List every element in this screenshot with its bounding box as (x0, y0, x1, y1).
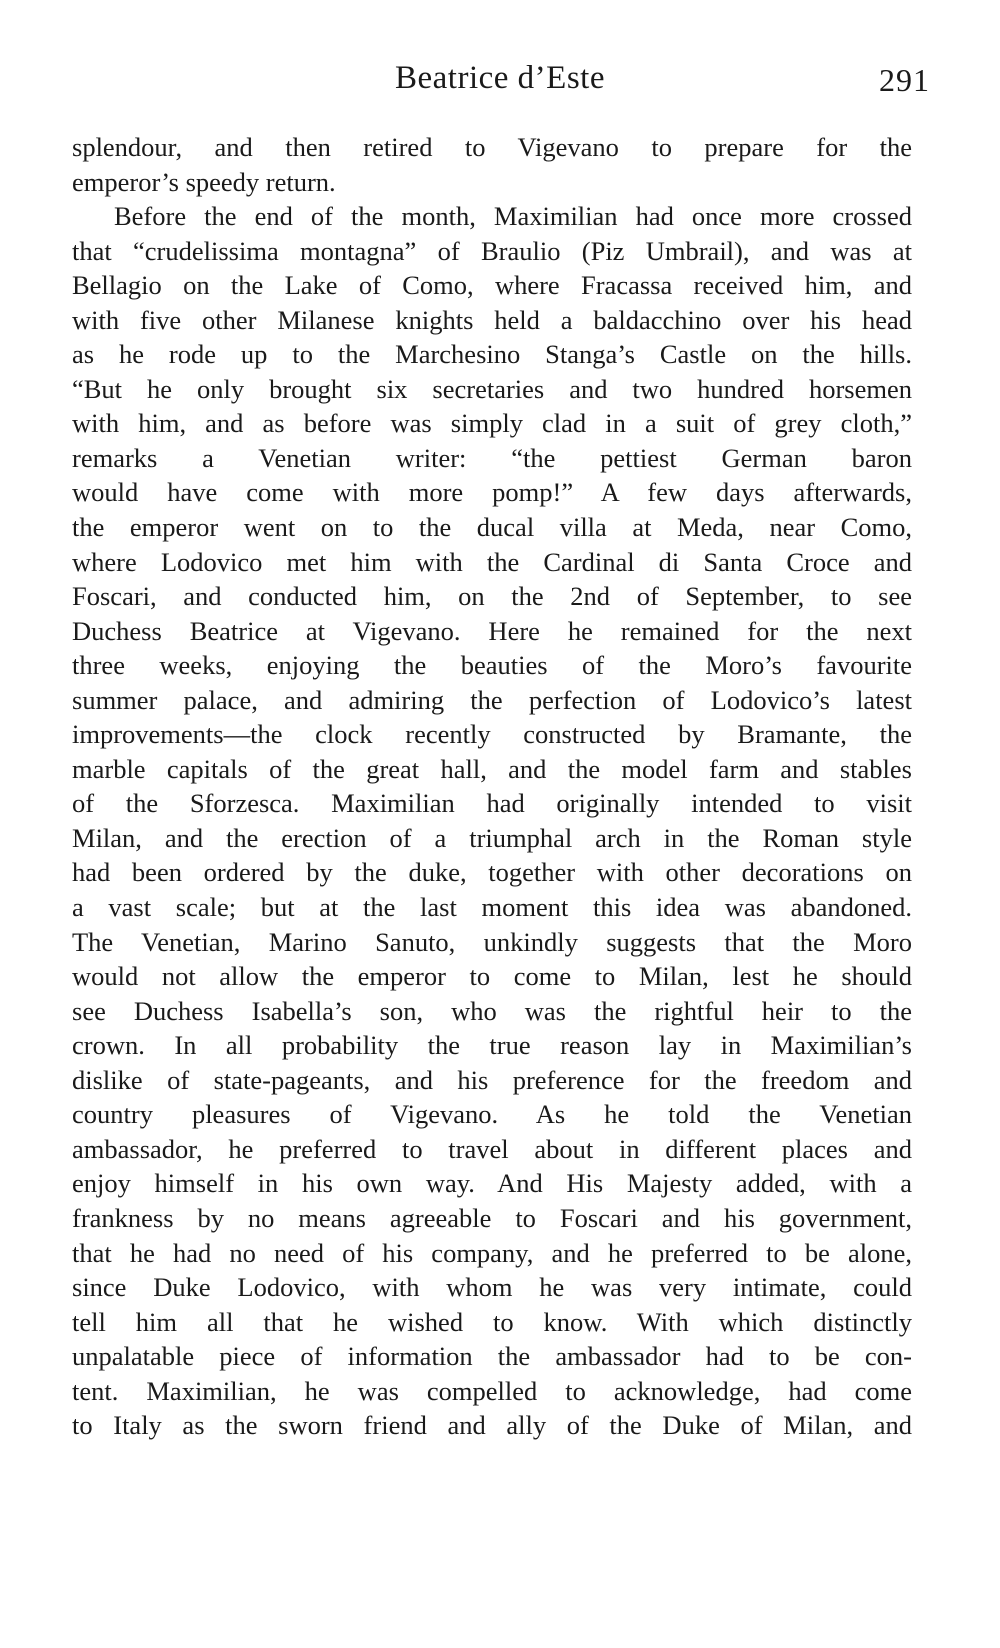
text-line: improvements—the clock recently constructed by Bramante, the (72, 719, 912, 750)
text-line: with five other Milanese knights held a baldacchino over his head (72, 304, 912, 335)
text-line: see Duchess Isabella’s son, who was the rightful heir to the (72, 995, 912, 1026)
text-line: since Duke Lodovico, with whom he was very intimate, could (72, 1272, 912, 1303)
text-line: the emperor went on to the ducal villa at Meda, near Como, (72, 512, 912, 543)
text-line: frankness by no means agreeable to Foscari and his government, (72, 1202, 912, 1233)
text-line: Duchess Beatrice at Vigevano. Here he remained for the next (72, 615, 912, 646)
text-line: would have come with more pomp!” A few days afterwards, (72, 477, 912, 508)
running-head (0, 56, 1000, 100)
text-line: would not allow the emperor to come to Milan, lest he should (72, 961, 912, 992)
text-line: The Venetian, Marino Sanuto, unkindly suggests that the Moro (72, 926, 912, 957)
text-line: three weeks, enjoying the beauties of the Moro’s favourite (72, 650, 912, 681)
text-line: Bellagio on the Lake of Como, where Fracassa received him, and (72, 270, 912, 301)
text-line: ambassador, he preferred to travel about in different places and (72, 1133, 912, 1164)
text-line: had been ordered by the duke, together with other decorations on (72, 857, 912, 888)
text-line: Before the end of the month, Maximilian had once more crossed (114, 201, 912, 232)
text-line: “But he only brought six secretaries and two hundred horsemen (72, 373, 912, 404)
text-line: a vast scale; but at the last moment this idea was abandoned. (72, 892, 912, 923)
text-line: remarks a Venetian writer: “the pettiest German baron (72, 442, 912, 473)
text-line: country pleasures of Vigevano. As he told the Venetian (72, 1099, 912, 1130)
text-line: marble capitals of the great hall, and the model farm and stables (72, 753, 912, 784)
text-line: where Lodovico met him with the Cardinal di Santa Croce and (72, 546, 912, 577)
text-line: to Italy as the sworn friend and ally of the Duke of Milan, and (72, 1410, 912, 1441)
body-text (72, 130, 912, 1443)
text-line: unpalatable piece of information the ambassador had to be con- (72, 1341, 912, 1372)
text-line: Milan, and the erection of a triumphal arch in the Roman style (72, 822, 912, 853)
text-line: with him, and as before was simply clad in a suit of grey cloth,” (72, 408, 912, 439)
text-line: as he rode up to the Marchesino Stanga’s Castle on the hills. (72, 339, 912, 370)
text-line: crown. In all probability the true reason lay in Maximilian’s (72, 1030, 912, 1061)
page-number: 291 (879, 62, 930, 98)
text-line: tell him all that he wished to know. With which distinctly (72, 1306, 912, 1337)
text-line: of the Sforzesca. Maximilian had originally intended to visit (72, 788, 912, 819)
text-line: splendour, and then retired to Vigevano to prepare for the (72, 132, 912, 162)
text-line: tent. Maximilian, he was compelled to acknowledge, had come (72, 1375, 912, 1406)
text-line: Foscari, and conducted him, on the 2nd of September, to see (72, 581, 912, 612)
text-line: dislike of state-pageants, and his preference for the freedom and (72, 1064, 912, 1095)
text-line: that “crudelissima montagna” of Braulio (Piz Umbrail), and was at (72, 235, 912, 266)
running-title: Beatrice d’Este (395, 60, 605, 96)
text-line: that he had no need of his company, and he preferred to be alone, (72, 1237, 912, 1268)
text-line: enjoy himself in his own way. And His Majesty added, with a (72, 1168, 912, 1199)
text-line: summer palace, and admiring the perfection of Lodovico’s latest (72, 684, 912, 715)
text-line: emperor’s speedy return. (72, 166, 336, 197)
